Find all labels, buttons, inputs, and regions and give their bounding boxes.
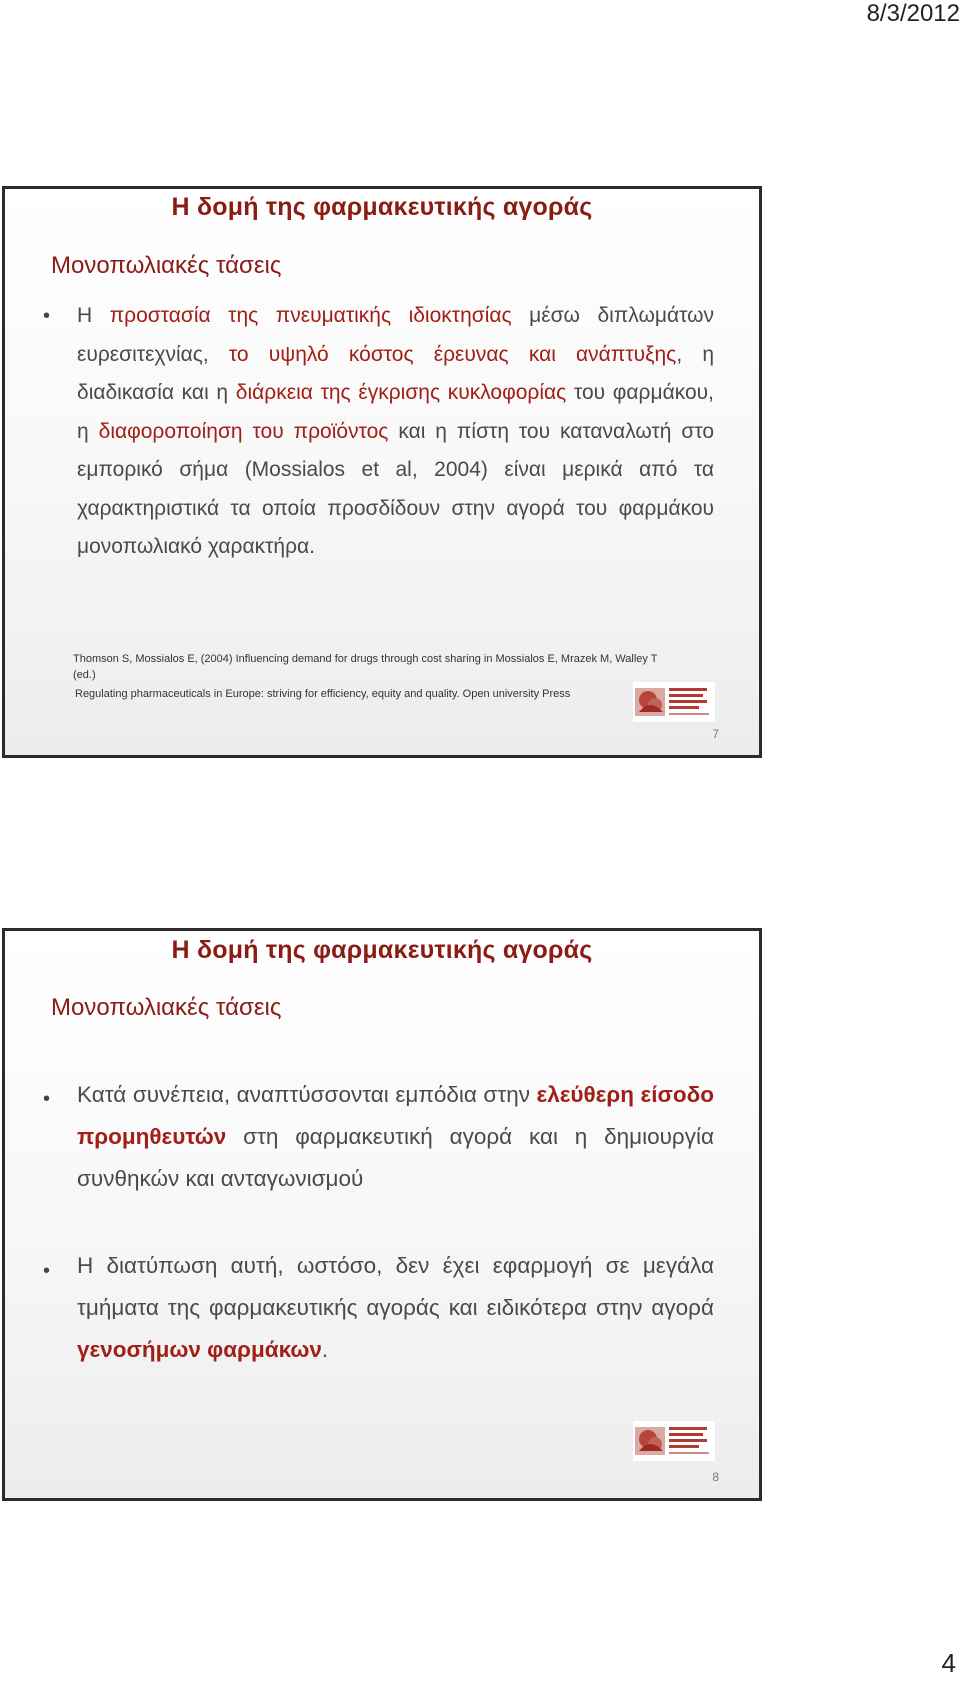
highlighted-term: διαφοροποίηση του προϊόντος [98, 419, 389, 443]
slide-number: 8 [712, 1470, 719, 1484]
reference-line-1: Thomson S, Mossialos E, (2004) Influencing demand for drugs through cost sharing in Mossialos E, Mrazek M, Walley T (ed.) [73, 653, 658, 681]
page-number: 4 [941, 1648, 956, 1678]
slide-title: Η δομή της φαρμακευτικής αγοράς [171, 936, 593, 964]
text-run: , η διαδικασία και η [77, 342, 714, 404]
highlighted-term: ελεύθερη είσοδο προμηθευτών [77, 1082, 714, 1149]
slide-7 [2, 186, 762, 758]
text-run: μέσω διπλωμάτων ευρεσιτεχνίας, [77, 304, 715, 366]
bullet-text-2 [77, 1245, 714, 1371]
text-run: στη φαρμακευτική αγορά και η δημιουργία συνθηκών και ανταγωνισμού [77, 1124, 714, 1191]
highlighted-term: γενοσήμων φαρμάκων [77, 1337, 322, 1362]
slide-number: 7 [712, 727, 719, 741]
slide-subtitle: Μονοπωλιακές τάσεις [51, 252, 282, 279]
text-run: . [321, 1337, 329, 1362]
slide-title: Η δομή της φαρμακευτικής αγοράς [171, 193, 593, 221]
reference-citation [75, 651, 675, 702]
school-logo-icon [633, 682, 715, 722]
text-run: Η [77, 304, 110, 327]
highlighted-term: προστασία της πνευματικής ιδιοκτησίας [109, 304, 512, 327]
bullet-icon: • [43, 305, 51, 327]
text-run: Κατά συνέπεια, αναπτύσσονται εμπόδια στην [77, 1082, 537, 1107]
bullet-icon: • [43, 1088, 51, 1110]
reference-line-2: Regulating pharmaceuticals in Europe: striving for efficiency, equity and quality. Open university Press [75, 688, 571, 700]
bullet-text-1 [77, 1074, 714, 1200]
highlighted-term: διάρκεια της έγκρισης κυκλοφορίας [235, 381, 567, 404]
highlighted-term: το υψηλό κόστος έρευνας και ανάπτυξης [228, 342, 677, 366]
bullet-text [77, 297, 714, 567]
school-logo-icon [633, 1421, 715, 1461]
bullet-icon: • [43, 1260, 51, 1282]
document-date: 8/3/2012 [866, 0, 960, 27]
slide-subtitle: Μονοπωλιακές τάσεις [51, 994, 282, 1021]
text-run: Η διατύπωση αυτή, ωστόσο, δεν έχει εφαρμογή σε μεγάλα τμήματα της φαρμακευτικής αγοράς και ειδικότερα στην αγορά [77, 1253, 714, 1320]
text-run: του φαρμάκου, η [77, 381, 714, 443]
text-run: και η πίστη του καταναλωτή στο εμπορικό σήμα (Mossialos et al, 2004) είναι μερικά από τα χαρακτηριστικά τα οποία προσδίδουν στην αγορά του φαρμάκου μονοπωλιακό χαρακτήρα. [77, 419, 715, 558]
slide-8 [2, 928, 762, 1501]
